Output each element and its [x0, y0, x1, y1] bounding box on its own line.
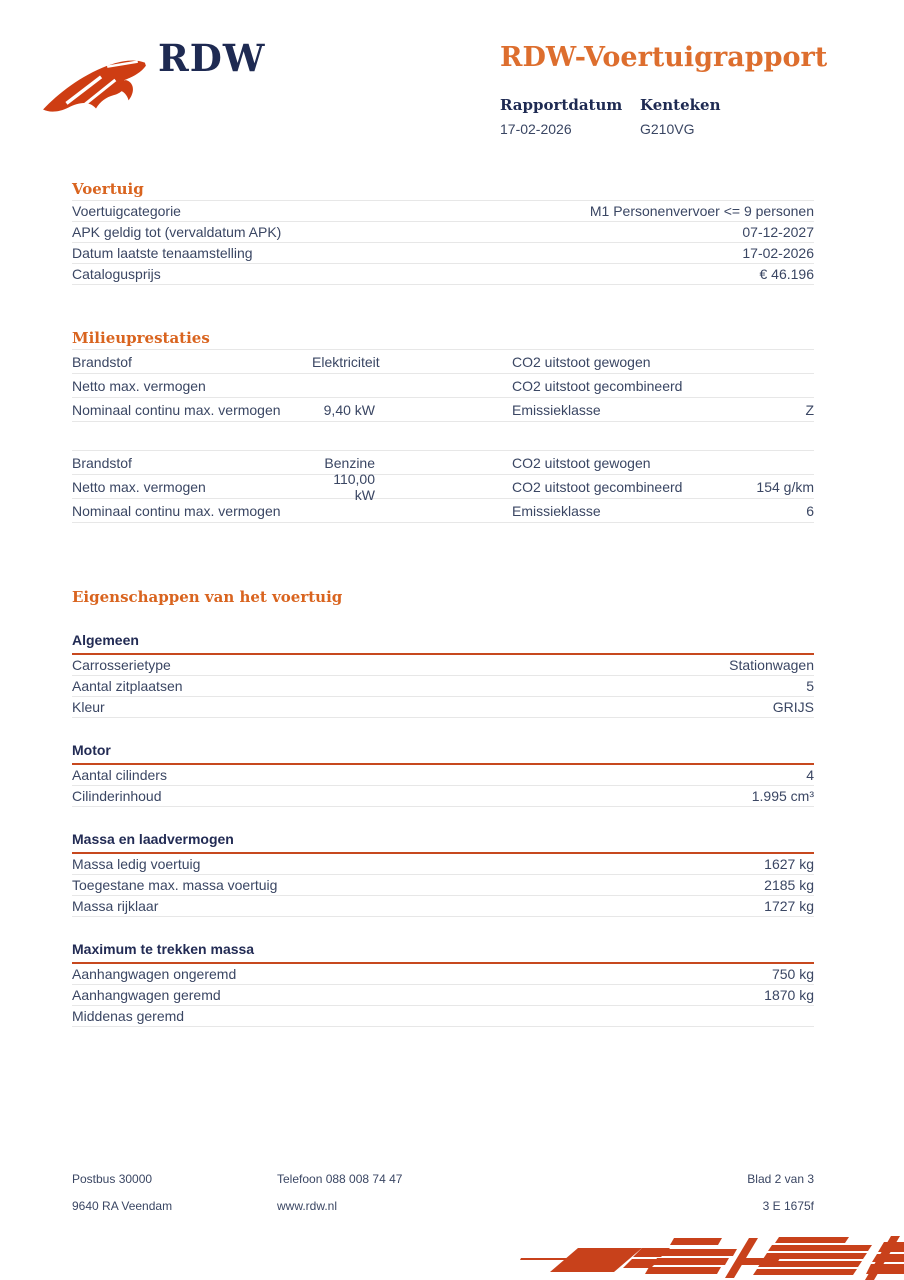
row-value: 2185 kg	[764, 877, 814, 893]
section-milieuprestaties	[72, 329, 814, 523]
row-label: Datum laatste tenaamstelling	[72, 245, 253, 261]
footer-address-line1: Postbus 30000	[72, 1172, 153, 1186]
table-row	[72, 451, 814, 475]
row-label: Aanhangwagen geremd	[72, 987, 221, 1003]
rdw-feather-logo-icon	[40, 48, 152, 116]
report-date-label: Rapportdatum	[500, 96, 623, 114]
table-row	[72, 875, 814, 896]
row-value: € 46.196	[759, 266, 814, 282]
subsection-motor	[72, 742, 814, 807]
table-row	[72, 786, 814, 807]
row-label: Nominaal continu max. vermogen	[72, 502, 281, 519]
table-row	[72, 398, 814, 422]
footer-website: www.rdw.nl	[277, 1199, 338, 1213]
table-row	[72, 1006, 814, 1027]
table-row	[72, 655, 814, 676]
row-label: Voertuigcategorie	[72, 203, 181, 219]
row-label: CO2 uitstoot gewogen	[512, 353, 651, 370]
row-label: Netto max. vermogen	[72, 377, 206, 394]
row-value: GRIJS	[772, 699, 814, 715]
voertuig-table	[72, 200, 814, 285]
footer-stripes-graphic-icon	[520, 1228, 904, 1280]
subsection-algemeen	[72, 632, 814, 718]
footer-phone: Telefoon 088 008 74 47	[277, 1172, 403, 1186]
table-row	[72, 676, 814, 697]
row-value: 9,40 kW	[323, 401, 375, 418]
subsection-title: Motor	[72, 742, 814, 765]
row-label: Aantal cilinders	[72, 767, 167, 783]
row-value: 5	[806, 678, 814, 694]
row-label: Nominaal continu max. vermogen	[72, 401, 281, 418]
row-label: Middenas geremd	[72, 1008, 185, 1024]
row-value: 1627 kg	[764, 856, 814, 872]
subsection-title: Massa en laadvermogen	[72, 831, 814, 854]
report-date-value: 17-02-2026	[500, 121, 572, 137]
row-label: CO2 uitstoot gecombineerd	[512, 478, 683, 495]
milieu-block-benzine	[72, 450, 814, 523]
row-label: Kleur	[72, 699, 105, 715]
row-label: Catalogusprijs	[72, 266, 161, 282]
row-label: Netto max. vermogen	[72, 478, 206, 495]
row-value: Benzine	[324, 454, 375, 471]
table-row	[72, 350, 814, 374]
row-value: 17-02-2026	[742, 245, 814, 261]
report-meta	[500, 96, 720, 137]
table-row	[72, 964, 814, 985]
table-row	[72, 470, 814, 503]
license-plate-value: G210VG	[640, 121, 695, 137]
table-row	[72, 697, 814, 718]
row-label: Brandstof	[72, 353, 132, 370]
rdw-logo-text: RDW	[158, 36, 266, 80]
row-value: 1.995 cm³	[751, 788, 814, 804]
row-value: 4	[806, 767, 814, 783]
section-voertuig	[72, 180, 814, 285]
table-row	[72, 896, 814, 917]
row-label: CO2 uitstoot gecombineerd	[512, 377, 683, 394]
voertuig-title: Voertuig	[72, 180, 144, 198]
section-eigenschappen	[72, 588, 814, 1027]
row-value: 110,00 kW	[333, 470, 375, 503]
table-row	[72, 201, 814, 222]
row-label: Aanhangwagen ongeremd	[72, 966, 237, 982]
row-label: Brandstof	[72, 454, 132, 471]
row-value: 6	[806, 502, 814, 519]
row-value: Elektriciteit	[312, 353, 380, 370]
subsection-title: Maximum te trekken massa	[72, 941, 814, 964]
table-row	[72, 765, 814, 786]
row-label: Carrosserietype	[72, 657, 171, 673]
row-value: 07-12-2027	[742, 224, 814, 240]
table-row	[72, 243, 814, 264]
milieu-title: Milieuprestaties	[72, 329, 210, 347]
row-value: 154 g/km	[756, 478, 814, 495]
row-label: Aantal zitplaatsen	[72, 678, 183, 694]
row-label: APK geldig tot (vervaldatum APK)	[72, 224, 282, 240]
row-value: Z	[805, 401, 814, 418]
row-value: 1727 kg	[764, 898, 814, 914]
table-row	[72, 222, 814, 243]
license-plate-label: Kenteken	[640, 96, 721, 114]
eigenschappen-title: Eigenschappen van het voertuig	[72, 588, 343, 606]
page-footer	[72, 1172, 814, 1213]
footer-doc-code: 3 E 1675f	[762, 1199, 814, 1213]
subsection-massa-en-laadvermogen	[72, 831, 814, 917]
footer-page-number: Blad 2 van 3	[747, 1172, 814, 1186]
subsection-title: Algemeen	[72, 632, 814, 655]
row-label: Emissieklasse	[512, 502, 601, 519]
table-row	[72, 499, 814, 523]
table-row	[72, 264, 814, 285]
row-label: Emissieklasse	[512, 401, 601, 418]
row-value: M1 Personenvervoer <= 9 personen	[589, 203, 814, 219]
table-row	[72, 854, 814, 875]
row-value: Stationwagen	[729, 657, 814, 673]
milieu-block-elektriciteit	[72, 349, 814, 422]
row-value: 750 kg	[771, 966, 814, 982]
subsection-maximum-te-trekken-massa	[72, 941, 814, 1027]
page-title: RDW-Voertuigrapport	[500, 42, 828, 73]
table-row	[72, 985, 814, 1006]
row-label: Massa rijklaar	[72, 898, 159, 914]
row-label: Massa ledig voertuig	[72, 856, 201, 872]
row-label: Cilinderinhoud	[72, 788, 162, 804]
table-row	[72, 374, 814, 398]
row-label: Toegestane max. massa voertuig	[72, 877, 278, 893]
row-label: CO2 uitstoot gewogen	[512, 454, 651, 471]
footer-address-line2: 9640 RA Veendam	[72, 1199, 173, 1213]
row-value: 1870 kg	[764, 987, 814, 1003]
